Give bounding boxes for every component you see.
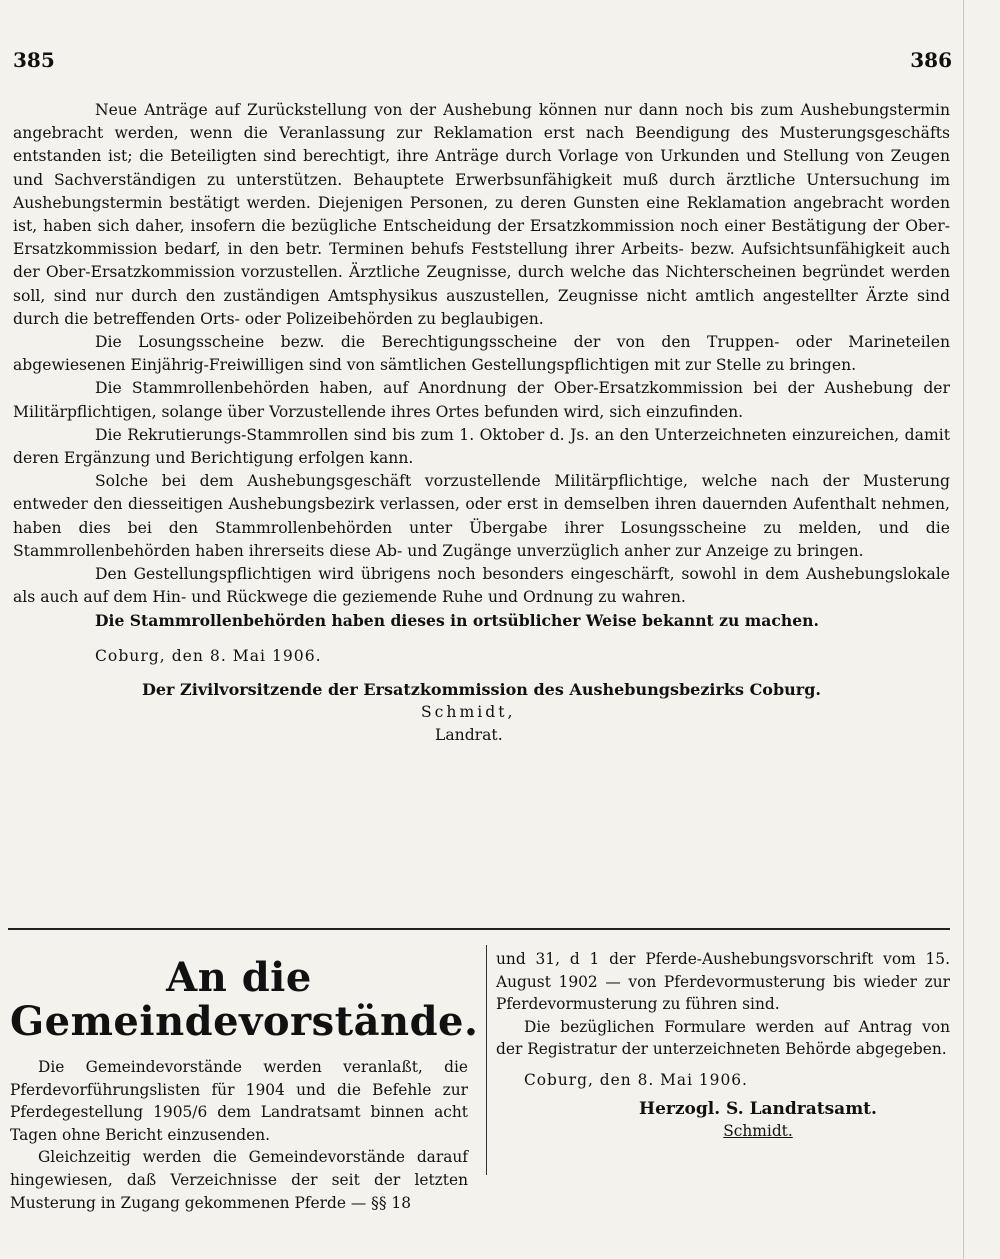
notice-clerk: Schmidt. (723, 1122, 793, 1141)
notice-paragraph-forms: Die bezüglichen Formulare werden auf Antrag von der Registratur der unterzeichneten Behörde abgegeben. (496, 1017, 950, 1059)
column-divider (486, 945, 487, 1175)
section-divider (8, 928, 950, 930)
signature-role: Landrat. (435, 726, 503, 745)
paragraph-recruitment-rolls: Die Rekrutierungs-Stammrollen sind bis zum 1. Oktober d. Js. an den Unterzeichneten einzureichen, damit deren Ergänzung und Berichtigung erfolgen kann. (13, 425, 950, 468)
notice-paragraph-lists: Die Gemeindevorstände werden veranlaßt, die Pferdevorführungslisten für 1904 und die Befehle zur Pferdegestellung 1905/6 dem Landratsamt binnen acht Tagen ohne Bericht einzusenden. (10, 1058, 468, 1144)
paragraph-certificates: Die Losungsscheine bezw. die Berechtigungsscheine der von den Truppen- oder Marineteilen abgewiesenen Einjährig-Freiwilligen sind von sämtlichen Gestellungspflichtigen mit zur Stelle zu bringen. (13, 333, 950, 375)
notice-date-2: Coburg, den 8. Mai 1906. (524, 1070, 748, 1089)
notice-office: Herzogl. S. Landratsamt. (639, 1098, 877, 1119)
page-number-right: 386 (910, 48, 952, 72)
paragraph-announcement: Die Stammrollenbehörden haben dieses in ortsüblicher Weise bekannt zu machen. (95, 611, 819, 631)
page-edge-line (963, 0, 964, 1259)
notice-left-column (10, 948, 479, 1214)
notice-paragraph-registers: Gleichzeitig werden die Gemeindevorstände darauf hingewiesen, daß Verzeichnisse der seit der letzten Musterung in Zugang gekommenen Pferde — §§ 18 (10, 1148, 468, 1212)
notice-right-column (496, 948, 950, 1143)
signature-title: Der Zivilvorsitzende der Ersatzkommission des Aushebungsbezirks Coburg. (142, 679, 821, 699)
paragraph-registry-authorities: Die Stammrollenbehörden haben, auf Anordnung der Ober-Ersatzkommission bei der Aushebung der Militärpflichtigen, solange über Vorzustellende ihres Ortes befunden wird, sich einzufinden. (13, 379, 950, 421)
main-notice (13, 99, 950, 747)
signature-name: Schmidt, (421, 703, 516, 722)
notice-heading: An die Gemeindevorstände. (10, 954, 479, 1045)
notice-paragraph-continued: und 31, d 1 der Pferde-Aushebungsvorschrift vom 15. August 1902 — von Pferdevormusterung bis wieder zur Pferdevormusterung zu führen sind. (496, 950, 950, 1014)
paragraph-relocation: Solche bei dem Aushebungsgeschäft vorzustellende Militärpflichtige, welche nach der Musterung entweder den diesseitigen Aushebungsbezirk verlassen, oder erst in demselben ihren dauernden Aufenthalt nehmen, haben dies bei den Stammrollenbehörden unter Übergabe ihrer Losungsscheine zu melden, und die Stammrollenbehörden haben ihrerseits diese Ab- und Zugänge unverzüglich anher zur Anzeige zu bringen. (13, 472, 950, 560)
paragraph-conduct: Den Gestellungspflichtigen wird übrigens noch besonders eingeschärft, sowohl in dem Aushebungslokale als auch auf dem Hin- und Rückwege die geziemende Ruhe und Ordnung zu wahren. (13, 565, 950, 607)
paragraph-reclamation: Neue Anträge auf Zurückstellung von der Aushebung können nur dann noch bis zum Aushebungstermin angebracht werden, wenn die Veranlassung zur Reklamation erst nach Beendigung des Musterungsgeschäfts entstanden ist; die Beteiligten sind berechtigt, ihre Anträge durch Vorlage von Urkunden und Stellung von Zeugen und Sachverständigen zu unterstützen. Behauptete Erwerbsunfähigkeit muß durch ärztliche Untersuchung im Aushebungstermin bestätigt werden. Diejenigen Personen, zu deren Gunsten eine Reklamation angebracht worden ist, haben sich daher, insofern die bezügliche Entscheidung der Ersatzkommission noch einer Bestätigung der Ober-Ersatzkommission bedarf, in den betr. Terminen behufs Feststellung ihrer Arbeits- bezw. Aufsichtsunfähigkeit auch der Ober-Ersatzkommission vorzustellen. Ärztliche Zeugnisse, durch welche das Nichterscheinen begründet werden soll, sind nur durch den zuständigen Amtsphysikus auszustellen, Zeugnisse nicht amtlich angestellter Ärzte sind durch die betreffenden Orts- oder Polizeibehörden zu beglaubigen. (13, 101, 950, 328)
notice-date: Coburg, den 8. Mai 1906. (95, 646, 322, 665)
page-number-left: 385 (13, 48, 55, 72)
